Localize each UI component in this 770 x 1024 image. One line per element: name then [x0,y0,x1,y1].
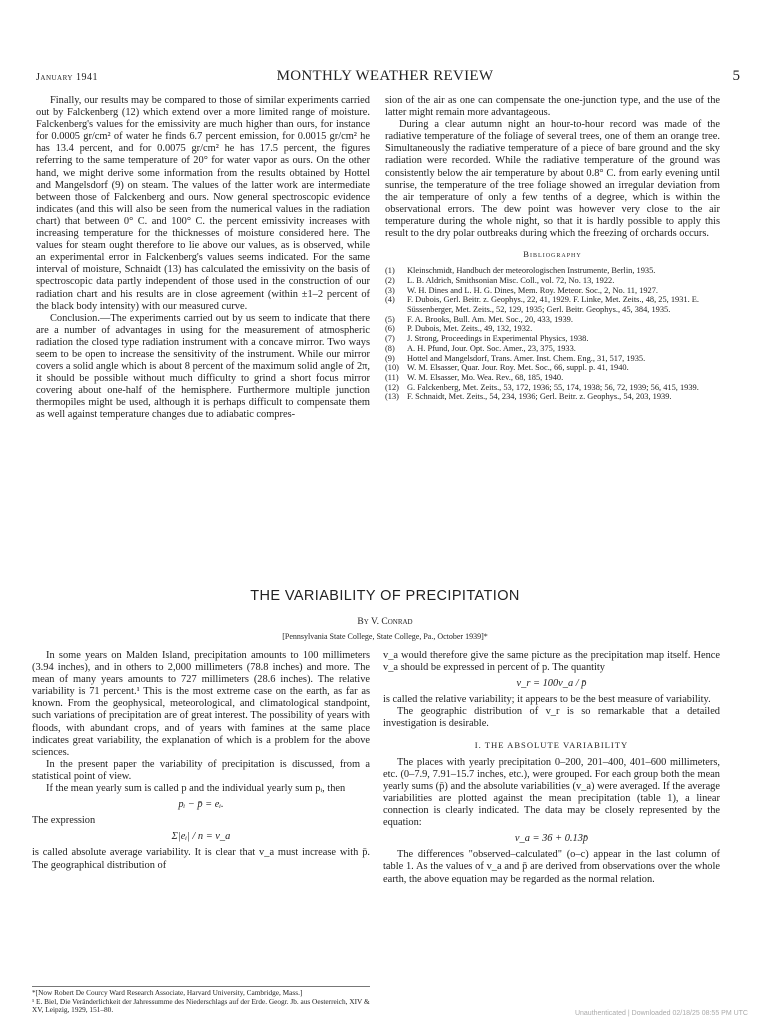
article-affiliation: [Pennsylvania State College, State College, Pa., October 1939]* [282,632,488,641]
paragraph: is called absolute average variability. It is clear that v_a must increase with p̄. The geographical distribution of [32,847,370,871]
paragraph: The differences "observed–calculated" (o–c) appear in the last column of table 1. As the values of v_a and p̄ are derived from observations over the whole earth, the above equation may be regarded as the normal relation. [383,849,720,885]
bibliography-text: G. Falckenberg, Met. Zeits., 53, 172, 1936; 55, 174, 1938; 56, 72, 1939; 56, 415, 1939. [407,382,699,392]
bibliography-text: F. Dubois, Gerl. Beitr. z. Geophys., 22, 41, 1929. F. Linke, Met. Zeits., 48, 25, 1931. E. Süssenberger, Met. Zeits., 52, 129, 1935; Gerl. Beitr. Geophys., 45, 384, 1935. [407,295,699,315]
bibliography-text: Hottel and Mangelsdorf, Trans. Amer. Inst. Chem. Eng., 31, 517, 1935. [407,353,646,363]
bibliography-entry [385,315,720,325]
bibliography-text: W. H. Dines and L. H. G. Dines, Mem. Roy. Meteor. Soc., 2, No. 11, 1927. [407,285,658,295]
bibliography-number: (1) [385,266,395,276]
bibliography-text: W. M. Elsasser, Mo. Wea. Rev., 68, 185, 1940. [407,372,564,382]
bibliography-text: P. Dubois, Met. Zeits., 49, 132, 1932. [407,324,533,334]
bibliography-entry [385,334,720,344]
paragraph: sion of the air as one can compensate the one-junction type, and the use of the latter might remain more advantageous. [385,95,720,119]
footnote: ¹ E. Biel, Die Veränderlichkeit der Jahressumme des Niederschlags auf der Erde. Geogr. Jb. aus Oesterreich, XIV & XV, Leipzig, 1929, 151–80. [32,996,370,1015]
paragraph: The places with yearly precipitation 0–200, 201–400, 401–600 millimeters, etc. (0–7.9, 7.91–15.7 inches, etc.), were grouped. For each group both the mean yearly sums (p̄) and the absolute variabilities (v_a) were averaged. If the average variabilities are plotted against the mean precipitation (table 1), a linear connection is clearly indicated. The data may be closely represented by the equation: [383,756,720,829]
bibliography-entry [385,392,720,402]
running-header [30,68,740,88]
bibliography-entry [385,344,720,354]
paragraph: During a clear autumn night an hour-to-hour record was made of the radiative temperature of the foliage of several trees, one of them an orange tree. Simultaneously the radiative temperature of a piece of bare ground and the sky radiation were recorded. While the radiative temperature of the ground was consistently below the air temperature by about 0.8° C. from early evening until sunrise, the temperature of the tree foliage showed an irregular deviation from the air temperature of only a few tenths of a degree, which is within the observational errors. The dew point was however very close to the air temperature during the whole night, so that it is hardly possible to apply this result to the dry polar outbreaks during which the freezing of orchards occurs. [385,119,720,240]
bibliography-entry [385,276,720,286]
paragraph: In some years on Malden Island, precipitation amounts to 100 millimeters (3.94 inches), and in others to 2,000 millimeters (78.8 inches) and more. The mean of many years amounts to 727 millimeters (28.6 inches). The relative variability is 71 percent.¹ This is the most extreme case on the earth, as far as known. From the geophysical, meteorological, and climatological standpoint, such variations of precipitation are of great interest. The possibility of years with floods, with abundant crops, and of years with famines at the same place indicates great variability, the explanation of which is a problem for the above sciences. [32,650,370,758]
paragraph: The geographic distribution of v_r is so remarkable that a detailed investigation is desirable. [383,706,720,730]
bibliography-number: (12) [385,382,399,392]
bibliography-entry [385,324,720,334]
bibliography-number: (10) [385,363,399,373]
bibliography-number: (8) [385,343,395,353]
header-journal-title: MONTHLY WEATHER REVIEW [276,68,494,84]
article-byline: By V. Conrad [357,617,413,627]
article-title: THE VARIABILITY OF PRECIPITATION [250,588,520,604]
paragraph-conclusion: Conclusion.—The experiments carried out by us seem to indicate that there are a number of advantages in using for the measurement of atmospheric radiation the closed type radiation instrument with a concave mirror. Two ways seem to be open to increase the sensitivity of the instrument. While our mirror covers a solid angle which is about 8 percent of the maximum solid angle of 2π, it should be possible without much difficulty to grind a short focus mirror covering about one-half of the hemisphere. Furthermore multiple junction thermopiles might be used, although it is perhaps difficult to compensate them as well against temperature changes due to adiabatic compres- [36,312,370,421]
bibliography-list [385,266,720,402]
bibliography-entry [385,363,720,373]
bibliography-number: (3) [385,285,395,295]
paragraph: In the present paper the variability of precipitation is discussed, from a statistical point of view. [32,758,370,782]
bibliography-number: (11) [385,372,399,382]
section-heading: I. THE ABSOLUTE VARIABILITY [474,739,629,750]
paragraph: The expression [32,815,96,827]
column-bottom-left [32,650,370,872]
bibliography-number: (2) [385,275,395,285]
equation: v_r = 100v_a / p̄ [516,678,587,690]
column-top-left [36,95,370,422]
bibliography-entry [385,295,720,314]
paragraph: Finally, our results may be compared to those of similar experiments carried out by Falckenberg (12) which extend over a more limited range of moisture. Falckenberg's values for the emissivity are much higher than ours, for instance for 0.0005 gr/cm² of water he finds 6.7 percent emission, for 0.0015 gr/cm² he has 13.4 percent, and for 0.0075 gr/cm² he has 17.5 percent, the figures referring to the same temperature of 20° for water vapor as ours. On the other hand, we might derive some information from the results obtained by Hottel and Mangelsdorf (9) on steam. The values of the latter work are intermediate between those of Falckenberg and ours. Now general spectroscopic evidence indicates (and this will also be seen from the numerical values in the radiation chart) that between 0° C. and 100° C. the percent emissivity increases with increasing temperature for the thicknesses of moisture considered here. The values for steam ought therefore to lie above our values, as is observed, while an experimental error in Falckenberg's values seems indicated. For the same interval of moisture, Schnaidt (13) has calculated the emissivity on the basis of spectroscopic data partly independent of those used in the construction of our radiation chart and his results are in close agreement (within ±1–2 percent of the black body intensity) with our measured curve. [36,95,370,312]
bibliography-text: F. Schnaidt, Met. Zeits., 54, 234, 1936; Gerl. Beitr. z. Geophys., 54, 203, 1939. [407,392,672,402]
bibliography-number: (5) [385,314,395,324]
bibliography-number: (9) [385,353,395,363]
paragraph: If the mean yearly sum is called p and the individual yearly sum pᵢ, then [46,783,346,795]
bibliography-number: (4) [385,295,395,305]
header-date: January 1941 [36,72,98,83]
bibliography-text: Kleinschmidt, Handbuch der meteorologischen Instrumente, Berlin, 1935. [407,266,656,276]
header-page-number: 5 [732,68,740,84]
equation: v_a = 36 + 0.13p̄ [514,833,589,845]
bibliography-heading: Bibliography [523,249,582,260]
paragraph: v_a would therefore give the same picture as the precipitation map itself. Hence v_a should be expressed in percent of p. The quantity [383,650,720,674]
bibliography-text: W. M. Elsasser, Quar. Jour. Roy. Met. Soc., 66, suppl. p. 41, 1940. [407,363,629,373]
column-bottom-right [383,650,720,886]
bibliography-text: A. H. Pfund, Jour. Opt. Soc. Amer., 23, 375, 1933. [407,343,576,353]
equation: pᵢ − p̄ = eᵢ. [178,799,224,811]
bibliography-entry [385,383,720,393]
bibliography-text: F. A. Brooks, Bull. Am. Met. Soc., 20, 433, 1939. [407,314,573,324]
footnote: *[Now Robert De Courcy Ward Research Associate, Harvard University, Cambridge, Mass.] [32,988,303,997]
download-stamp: Unauthenticated | Downloaded 02/18/25 08:55 PM UTC [574,1010,748,1017]
equation: Σ|eᵢ| / n = v_a [171,831,231,843]
column-top-right [385,95,720,402]
paragraph: is called the relative variability; it appears to be the best measure of variability. [383,694,711,706]
bibliography-entry [385,286,720,296]
bibliography-entry [385,373,720,383]
bibliography-text: J. Strong, Proceedings in Experimental Physics, 1938. [407,334,589,344]
footnotes [32,986,370,1015]
bibliography-entry [385,354,720,364]
bibliography-number: (7) [385,334,395,344]
bibliography-number: (13) [385,392,399,402]
bibliography-text: L. B. Aldrich, Smithsonian Misc. Coll., vol. 72, No. 13, 1922. [407,275,615,285]
bibliography-entry [385,266,720,276]
bibliography-number: (6) [385,324,395,334]
